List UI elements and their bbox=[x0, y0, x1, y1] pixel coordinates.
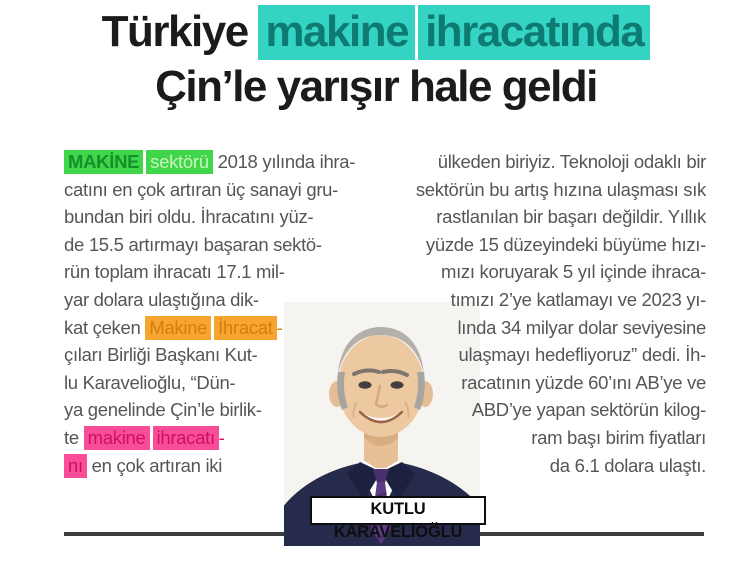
text-segment: İhracat bbox=[214, 316, 276, 340]
article-column-right bbox=[366, 148, 706, 479]
text-segment: Türkiye bbox=[101, 7, 259, 56]
text-line bbox=[64, 341, 355, 369]
headline bbox=[0, 4, 752, 114]
text-line bbox=[366, 258, 706, 286]
text-line bbox=[366, 341, 706, 369]
text-line bbox=[64, 203, 355, 231]
photo-caption bbox=[310, 496, 486, 541]
text-segment: ulaşmayı hedefliyoruz” dedi. İh- bbox=[458, 344, 706, 366]
text-line bbox=[64, 176, 355, 204]
text-segment: Makine bbox=[145, 316, 211, 340]
text-segment: lu Karavelioğlu, “Dün- bbox=[64, 371, 236, 393]
text-segment: MAKİNE bbox=[64, 150, 143, 174]
text-segment: ihracatı bbox=[153, 426, 219, 450]
text-segment: ihracatında bbox=[418, 5, 650, 60]
text-line bbox=[366, 148, 706, 176]
text-segment: da 6.1 dolara ulaştı. bbox=[549, 454, 706, 476]
text-line bbox=[366, 452, 706, 480]
text-line bbox=[366, 396, 706, 424]
text-line bbox=[64, 231, 355, 259]
text-line bbox=[0, 59, 752, 114]
text-segment: makine bbox=[84, 426, 150, 450]
text-segment: ABD’ye yapan sektörün kilog- bbox=[471, 399, 706, 421]
text-line bbox=[366, 231, 706, 259]
text-segment: Çin’le yarışır hale geldi bbox=[155, 62, 597, 111]
text-segment: 2018 yılında ihra- bbox=[212, 151, 356, 172]
text-segment: rastlanılan bir başarı değildir. Yıllık bbox=[436, 206, 706, 228]
text-line bbox=[366, 203, 706, 231]
text-line bbox=[64, 148, 355, 176]
text-segment: kat çeken bbox=[64, 316, 146, 338]
text-segment: en çok artıran iki bbox=[86, 454, 223, 476]
article-column-left bbox=[64, 148, 355, 479]
text-segment: catını en çok artıran üç sanayi gru- bbox=[64, 178, 339, 200]
text-line bbox=[64, 396, 355, 424]
text-segment: te bbox=[64, 426, 84, 448]
text-segment: rün toplam ihracatı 17.1 mil- bbox=[64, 261, 285, 283]
text-line bbox=[64, 314, 355, 342]
text-segment: çıları Birliği Başkanı Kut- bbox=[64, 344, 258, 366]
text-line bbox=[366, 369, 706, 397]
text-segment: ya genelinde Çin’le birlik- bbox=[64, 399, 262, 421]
text-segment: nı bbox=[64, 454, 87, 478]
text-segment: sektörün bu artış hızına ulaşması sık bbox=[415, 178, 706, 200]
text-segment: yüzde 15 düzeyindeki büyüme hızı- bbox=[425, 233, 706, 255]
text-segment: - bbox=[218, 426, 225, 448]
text-line bbox=[366, 176, 706, 204]
text-line bbox=[366, 424, 706, 452]
text-line bbox=[64, 258, 355, 286]
text-segment: mızı koruyarak 5 yıl içinde ihraca- bbox=[440, 261, 706, 283]
text-segment: de 15.5 artırmayı başaran sektö- bbox=[64, 233, 322, 255]
text-line bbox=[64, 424, 355, 452]
text-segment: - bbox=[276, 316, 283, 338]
text-segment: yar dolara ulaştığına dik- bbox=[64, 288, 259, 310]
text-segment: lında 34 milyar dolar seviyesine bbox=[457, 316, 706, 338]
text-line bbox=[0, 4, 752, 59]
text-segment: sektörü bbox=[146, 150, 213, 174]
photo-caption-text: KUTLU KARAVELİOĞLU bbox=[333, 500, 463, 541]
text-segment: racatının yüzde 60’ını AB’ye ve bbox=[461, 371, 706, 393]
text-segment: makine bbox=[258, 5, 415, 60]
text-segment: bundan biri oldu. İhracatını yüz- bbox=[64, 206, 314, 228]
text-line bbox=[64, 452, 355, 480]
text-line bbox=[64, 286, 355, 314]
text-segment: ülkeden biriyiz. Teknoloji odaklı bir bbox=[437, 151, 706, 172]
text-segment: tımızı 2’ye katlamayı ve 2023 yı- bbox=[450, 288, 706, 310]
text-segment: ram başı birim fiyatları bbox=[531, 426, 706, 448]
text-line bbox=[366, 286, 706, 314]
text-line bbox=[366, 314, 706, 342]
text-line bbox=[64, 369, 355, 397]
